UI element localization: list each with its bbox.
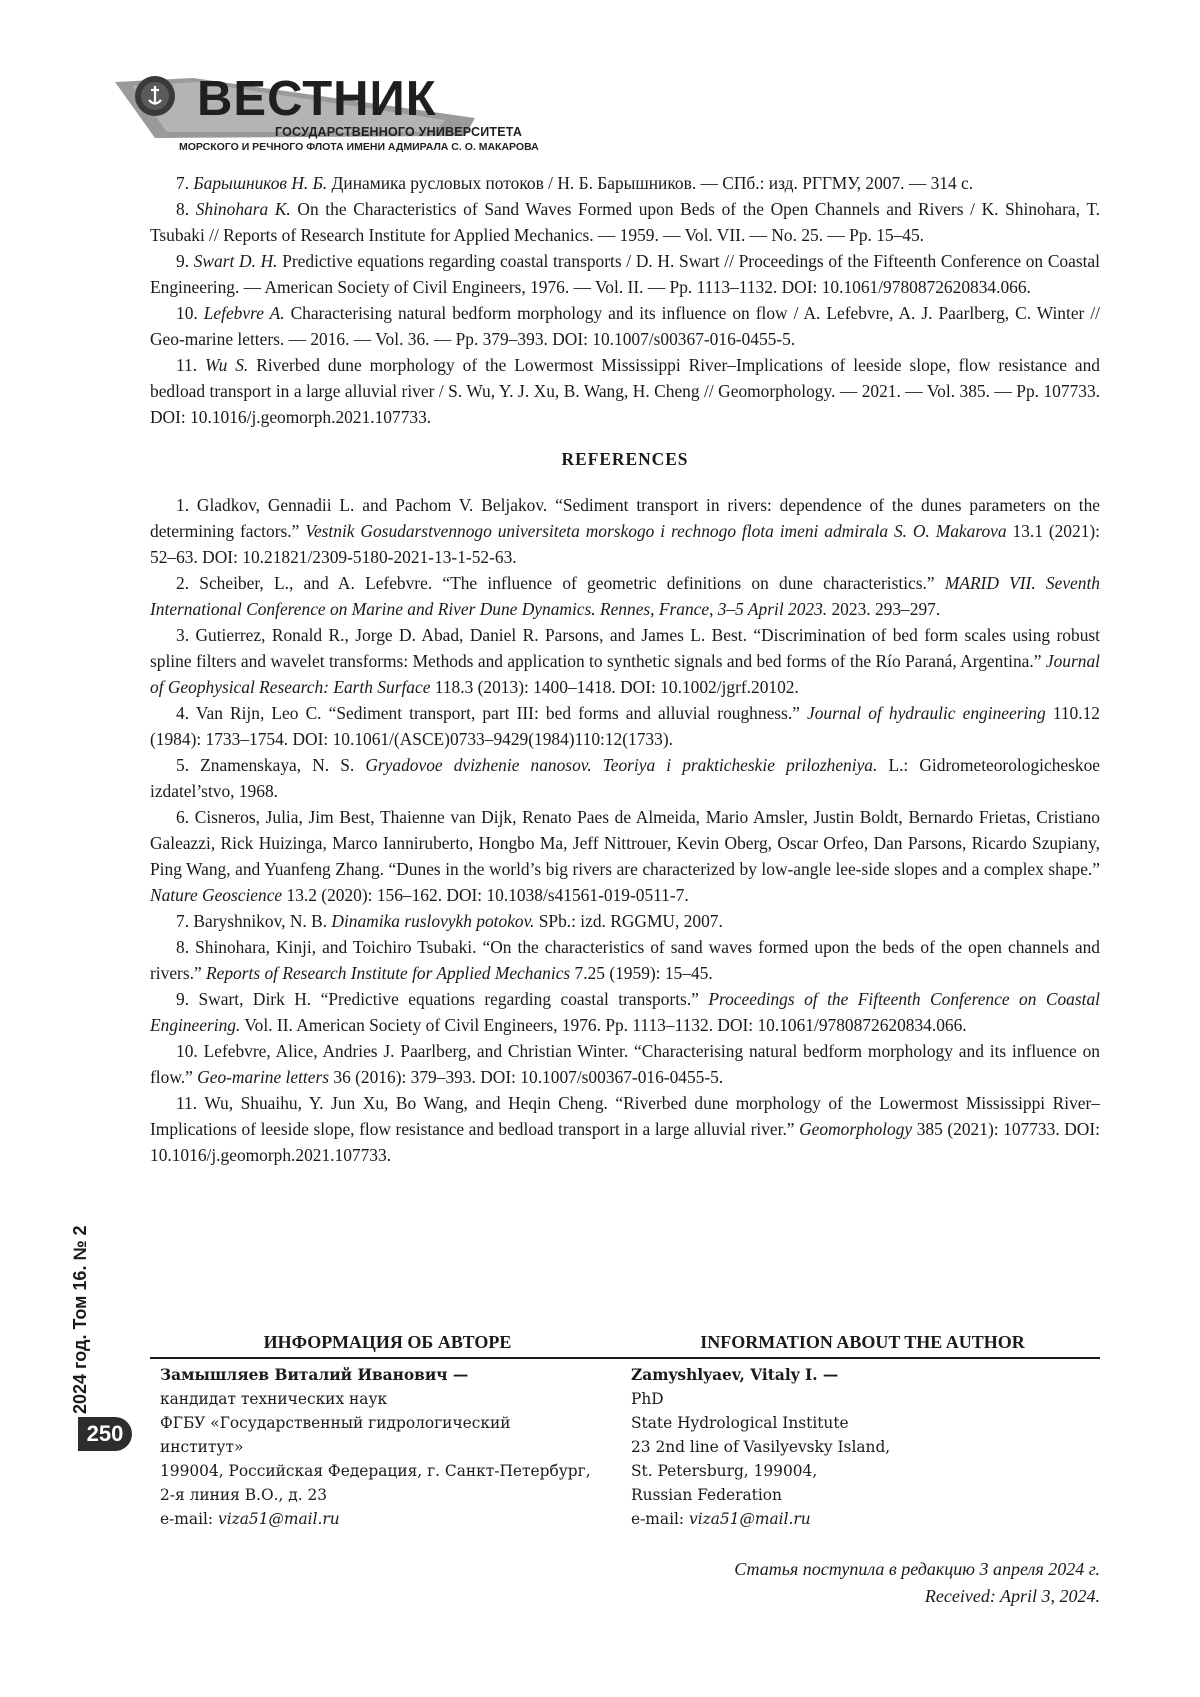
author-info-header [150, 1330, 1100, 1359]
reference-en-10: 10. Lefebvre, Alice, Andries J. Paarlberg, and Christian Winter. “Characterising natural bedform morphology and its influence on flow.” Geo-marine letters 36 (2016): 379–393. DOI: 10.1007/s00367-016-0455-5. [150, 1041, 1100, 1087]
reference-en-5: 5. Znamenskaya, N. S. Gryadovoe dvizhenie nanosov. Teoriya i prakticheskie prilozheniya. L.: Gidrometeorologicheskoe izdatel’stvo, 1968. [150, 755, 1100, 801]
reference-en-9: 9. Swart, Dirk H. “Predictive equations regarding coastal transports.” Proceedings of the Fifteenth Conference on Coastal Engineering. Vol. II. American Society of Civil Engineers, 1976. Pp. 1113–1132. DOI: 10.1061/9780872620834.066. [150, 989, 1100, 1035]
author-address-en-line3: Russian Federation [631, 1486, 782, 1504]
author-name-en: Zamyshlyaev, Vitaly I. — [631, 1366, 839, 1384]
reference-en-2: 2. Scheiber, L., and A. Lefebvre. “The influence of geometric definitions on dune characteristics.” MARID VII. Seventh International Conference on Marine and River Dune Dynamics. Rennes, France, 3–5 April 2023. 2023. 293–297. [150, 573, 1101, 619]
logo-subtitle-line2: МОРСКОГО И РЕЧНОГО ФЛОТА ИМЕНИ АДМИРАЛА С. О. МАКАРОВА [179, 141, 539, 153]
author-degree-en: PhD [631, 1390, 664, 1408]
received-en: Received: April 3, 2024. [924, 1586, 1100, 1606]
author-email-ru: e-mail: viza51@mail.ru [160, 1510, 340, 1528]
reference-en-1: 1. Gladkov, Gennadii L. and Pachom V. Beljakov. “Sediment transport in rivers: dependence of the dunes parameters on the determining factors.” Vestnik Gosudarstvennogo universiteta morskogo i rechnogo flota imeni admirala S. O. Makarova 13.1 (2021): 52–63. DOI: 10.21821/2309-5180-2021-13-1-52-63. [150, 495, 1101, 567]
reference-en-6: 6. Cisneros, Julia, Jim Best, Thaienne van Dijk, Renato Paes de Almeida, Mario Amsler, Justin Boldt, Bernardo Frietas, Cristiano Galeazzi, Rick Huizinga, Marco Ianniruberto, Hongbo Ma, Jeff Nittrouer, Kevin Oberg, Oscar Orfeo, Dan Parsons, Ricardo Szupiany, Ping Wang, and Yuanfeng Zhang. “Dunes in the world’s big rivers are characterized by low-angle lee-side slopes and a complex shape.” Nature Geoscience 13.2 (2020): 156–162. DOI: 10.1038/s41561-019-0511-7. [150, 807, 1100, 905]
page-number-badge: 250 [78, 1417, 132, 1451]
issue-side-label: 2024 год. Том 16. № 2 [70, 1225, 90, 1414]
author-email-link-en[interactable]: viza51@mail.ru [689, 1510, 811, 1528]
reference-en-11: 11. Wu, Shuaihu, Y. Jun Xu, Bo Wang, and Heqin Cheng. “Riverbed dune morphology of the Lowermost Mississippi River–Implications of leeside slope, flow resistance and bedload transport in a large alluvial river.” Geomorphology 385 (2021): 107733. DOI: 10.1016/j.geomorph.2021.107733. [150, 1093, 1100, 1165]
reference-list-russian [150, 170, 1100, 430]
reference-list-english [150, 492, 1100, 1168]
author-address-en-line1: 23 2nd line of Vasilyevsky Island, [631, 1438, 891, 1456]
author-address-en-line2: St. Petersburg, 199004, [631, 1462, 818, 1480]
reference-en-3: 3. Gutierrez, Ronald R., Jorge D. Abad, Daniel R. Parsons, and James L. Best. “Discrimination of bed form scales using robust spline filters and wavelet transforms: Methods and application to synthetic signals and bed forms of the Río Paraná, Argentina.” Journal of Geophysical Research: Earth Surface 118.3 (2013): 1400–1418. DOI: 10.1002/jgrf.20102. [150, 625, 1100, 697]
author-name-ru: Замышляев Виталий Иванович — [160, 1366, 469, 1384]
author-info-en [625, 1363, 1100, 1531]
reference-ru-8: 8. Shinohara K. On the Characteristics of Sand Waves Formed upon Beds of the Open Channels and Rivers / K. Shinohara, T. Tsubaki // Reports of Research Institute for Applied Mechanics. — 1959. — Vol. VII. — No. 25. — Pp. 15–45. [150, 199, 1101, 245]
reference-ru-9: 9. Swart D. H. Predictive equations regarding coastal transports / D. H. Swart // Proceedings of the Fifteenth Conference on Coastal Engineering. — American Society of Civil Engineers, 1976. — Vol. II. — Pp. 1113–1132. DOI: 10.1061/9780872620834.066. [150, 251, 1100, 297]
author-info-table [150, 1330, 1100, 1531]
logo-title: ВЕСТНИК [197, 72, 437, 126]
author-email-en: e-mail: viza51@mail.ru [631, 1510, 811, 1528]
references-heading: REFERENCES [561, 449, 689, 469]
reference-ru-11: 11. Wu S. Riverbed dune morphology of the Lowermost Mississippi River–Implications of leeside slope, flow resistance and bedload transport in a large alluvial river / S. Wu, Y. J. Xu, B. Wang, H. Cheng // Geomorphology. — 2021. — Vol. 385. — Pp. 107733. DOI: 10.1016/j.geomorph.2021.107733. [150, 355, 1100, 427]
reference-ru-10: 10. Lefebvre A. Characterising natural bedform morphology and its influence on flow / A. Lefebvre, A. J. Paarlberg, C. Winter // Geo-marine letters. — 2016. — Vol. 36. — Pp. 379–393. DOI: 10.1007/s00367-016-0455-5. [150, 303, 1100, 349]
reference-en-7: 7. Baryshnikov, N. B. Dinamika ruslovykh potokov. SPb.: izd. RGGMU, 2007. [176, 911, 723, 931]
received-ru: Статья поступила в редакцию 3 апреля 2024 г. [734, 1559, 1100, 1579]
author-heading-ru: ИНФОРМАЦИЯ ОБ АВТОРЕ [263, 1332, 512, 1352]
author-info-columns [150, 1359, 1100, 1531]
author-address-ru-line2: 2-я линия В.О., д. 23 [160, 1486, 328, 1504]
journal-logo [115, 72, 539, 156]
received-note [600, 1556, 1100, 1610]
author-info-ru [150, 1363, 625, 1531]
author-email-link-ru[interactable]: viza51@mail.ru [218, 1510, 340, 1528]
logo-subtitle-line1: ГОСУДАРСТВЕННОГО УНИВЕРСИТЕТА [275, 125, 523, 139]
article-body [150, 170, 1100, 1168]
reference-ru-7: 7. Барышников Н. Б. Динамика русловых потоков / Н. Б. Барышников. — СПб.: изд. РГГМУ, 2007. — 314 с. [176, 173, 974, 193]
reference-en-4: 4. Van Rijn, Leo C. “Sediment transport, part III: bed forms and alluvial roughness.” Journal of hydraulic engineering 110.12 (1984): 1733–1754. DOI: 10.1061/(ASCE)0733–9429(1984)110:12(1733). [150, 703, 1100, 749]
author-heading-en: INFORMATION ABOUT THE AUTHOR [700, 1332, 1025, 1352]
author-org-en: State Hydrological Institute [631, 1414, 849, 1432]
author-address-ru-line1: 199004, Российская Федерация, г. Санкт-Петербург, [160, 1462, 591, 1480]
author-degree-ru: кандидат технических наук [160, 1390, 388, 1408]
reference-en-8: 8. Shinohara, Kinji, and Toichiro Tsubaki. “On the characteristics of sand waves formed upon the beds of the open channels and rivers.” Reports of Research Institute for Applied Mechanics 7.25 (1959): 15–45. [150, 937, 1100, 983]
author-org-ru-line1: ФГБУ «Государственный гидрологический [160, 1414, 511, 1432]
author-org-ru-line2: институт» [160, 1438, 244, 1456]
